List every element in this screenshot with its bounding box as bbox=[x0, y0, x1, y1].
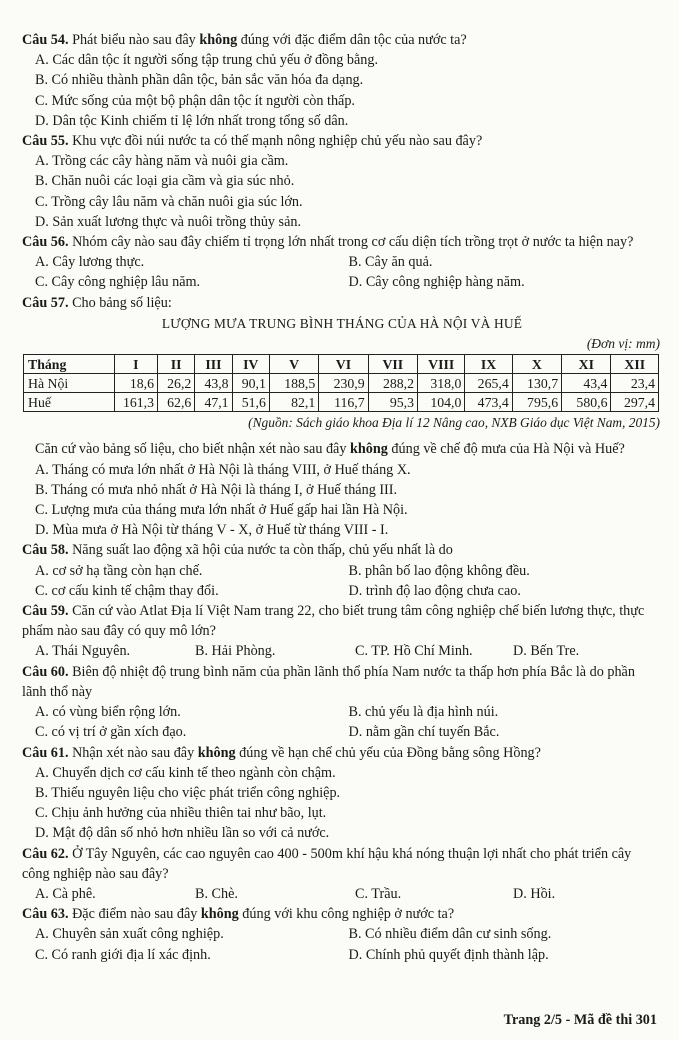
table-cell: 43,4 bbox=[562, 374, 611, 393]
table-cell: 62,6 bbox=[158, 393, 195, 412]
table-cell: 116,7 bbox=[319, 393, 368, 412]
table-cell: 230,9 bbox=[319, 374, 368, 393]
question-56-stem: Câu 56. Nhóm cây nào sau đây chiếm tỉ trọng lớn nhất trong cơ cấu diện tích trồng trọt ở nước ta hiện nay? bbox=[22, 234, 634, 251]
header-col-6: VI bbox=[319, 355, 368, 374]
question-60-options-row-2 bbox=[22, 722, 662, 742]
question-59-option-a: A. Thái Nguyên. bbox=[35, 643, 131, 660]
question-57-prompt: Căn cứ vào bảng số liệu, cho biết nhận xét nào sau đây không đúng về chế độ mưa của Hà Nội và Huế? bbox=[35, 441, 625, 458]
header-col-2: II bbox=[158, 355, 195, 374]
table-cell: 473,4 bbox=[465, 393, 512, 412]
question-59-stem: Câu 59. Căn cứ vào Atlat Địa lí Việt Nam trang 22, cho biết trung tâm công nghiệp chế biến lương thực, thực phẩm nào sau đây có quy mô lớn? bbox=[22, 603, 645, 640]
question-59-option-c: C. TP. Hồ Chí Minh. bbox=[355, 643, 473, 660]
question-59-option-b: B. Hải Phòng. bbox=[195, 643, 276, 660]
table-cell: 297,4 bbox=[611, 393, 659, 412]
table-cell: 95,3 bbox=[368, 393, 417, 412]
table-cell: 795,6 bbox=[512, 393, 561, 412]
question-62-option-d: D. Hồi. bbox=[513, 885, 556, 902]
question-56-option-c: C. Cây công nghiệp lâu năm. bbox=[35, 274, 201, 291]
question-62-option-c: C. Trầu. bbox=[355, 885, 402, 902]
header-col-8: VIII bbox=[418, 355, 465, 374]
question-62-options bbox=[22, 884, 662, 904]
table-cell: 104,0 bbox=[418, 393, 465, 412]
rainfall-table bbox=[23, 354, 659, 412]
question-62-stem: Câu 62. Ở Tây Nguyên, các cao nguyên cao 400 - 500m khí hậu khá nóng thuận lợi nhất cho phát triển cây công nghiệp nào sau đây? bbox=[22, 845, 632, 882]
table-cell: 90,1 bbox=[232, 374, 269, 393]
question-58-option-d: D. trình độ lao động chưa cao. bbox=[348, 582, 521, 599]
table-cell: 130,7 bbox=[512, 374, 561, 393]
table-cell: 161,3 bbox=[114, 393, 157, 412]
table-cell: 47,1 bbox=[195, 393, 232, 412]
header-col-10: X bbox=[512, 355, 561, 374]
table-cell: 188,5 bbox=[269, 374, 318, 393]
question-54-option-b: B. Có nhiều thành phần dân tộc, bản sắc văn hóa đa dạng. bbox=[35, 72, 364, 89]
question-60-options-row-1 bbox=[22, 702, 662, 722]
question-57-option-d: D. Mùa mưa ở Hà Nội từ tháng V - X, ở Huế từ tháng VIII - I. bbox=[35, 522, 389, 539]
table-title: LƯỢNG MƯA TRUNG BÌNH THÁNG CỦA HÀ NỘI VÀ HUẾ bbox=[161, 315, 523, 331]
question-61-option-b: B. Thiếu nguyên liệu cho việc phát triển công nghiệp. bbox=[35, 784, 341, 801]
table-row-hue bbox=[24, 393, 659, 412]
header-col-12: XII bbox=[611, 355, 659, 374]
question-58-option-a: A. cơ sở hạ tầng còn hạn chế. bbox=[35, 562, 203, 579]
question-60-stem: Câu 60. Biên độ nhiệt độ trung bình năm của phần lãnh thổ phía Nam nước ta thấp hơn phía Bắc là do phần lãnh thổ này bbox=[22, 663, 635, 700]
header-col-7: VII bbox=[368, 355, 417, 374]
question-58-option-b: B. phân bố lao động không đều. bbox=[348, 562, 530, 579]
question-55-option-d: D. Sản xuất lương thực và nuôi trồng thủy sản. bbox=[35, 213, 302, 230]
table-cell: 23,4 bbox=[611, 374, 659, 393]
question-54-stem: Câu 54. Phát biểu nào sau đây không đúng với đặc điểm dân tộc của nước ta? bbox=[22, 32, 467, 48]
question-61-stem: Câu 61. Nhận xét nào sau đây không đúng về hạn chế chủ yếu của Đồng bằng sông Hồng? bbox=[22, 744, 541, 761]
question-60 bbox=[22, 662, 662, 743]
header-month: Tháng bbox=[24, 355, 115, 374]
question-54-option-a: A. Các dân tộc ít người sống tập trung chủ yếu ở đồng bằng. bbox=[35, 52, 379, 69]
table-cell: 265,4 bbox=[465, 374, 512, 393]
question-56-option-a: A. Cây lương thực. bbox=[35, 254, 145, 271]
question-62 bbox=[22, 844, 662, 905]
table-source: (Nguồn: Sách giáo khoa Địa lí 12 Nâng cao, NXB Giáo dục Việt Nam, 2015) bbox=[248, 415, 660, 431]
question-62-option-a: A. Cà phê. bbox=[35, 885, 96, 902]
question-63-options-row-2 bbox=[22, 945, 662, 965]
table-unit: (Đơn vị: mm) bbox=[586, 336, 660, 352]
question-63-option-a: A. Chuyên sản xuất công nghiệp. bbox=[35, 926, 224, 943]
question-59 bbox=[22, 601, 662, 662]
question-59-options bbox=[22, 641, 662, 661]
header-col-11: XI bbox=[562, 355, 611, 374]
question-63-stem: Câu 63. Đặc điểm nào sau đây không đúng với khu công nghiệp ở nước ta? bbox=[22, 906, 455, 923]
question-58-options-row-2 bbox=[22, 581, 662, 601]
question-57-option-c: C. Lượng mưa của tháng mưa lớn nhất ở Huế gấp hai lần Hà Nội. bbox=[35, 502, 408, 519]
question-54-option-c: C. Mức sống của một bộ phận dân tộc ít người còn thấp. bbox=[35, 92, 355, 109]
table-cell: 43,8 bbox=[195, 374, 232, 393]
question-63-option-b: B. Có nhiều điểm dân cư sinh sống. bbox=[348, 926, 552, 943]
question-61-option-d: D. Mật độ dân số nhỏ hơn nhiều lần so với cả nước. bbox=[35, 825, 330, 842]
row-label: Huế bbox=[24, 393, 115, 412]
question-55-option-b: B. Chăn nuôi các loại gia cầm và gia súc nhỏ. bbox=[35, 173, 295, 190]
question-58 bbox=[22, 540, 662, 601]
question-57 bbox=[22, 293, 662, 541]
table-cell: 18,6 bbox=[114, 374, 157, 393]
question-55-option-c: C. Trồng cây lâu năm và chăn nuôi gia súc lớn. bbox=[35, 193, 303, 210]
table-cell: 26,2 bbox=[158, 374, 195, 393]
table-cell: 82,1 bbox=[269, 393, 318, 412]
question-56-options-row-2 bbox=[22, 272, 662, 292]
question-56-options-row-1 bbox=[22, 252, 662, 272]
question-57-option-b: B. Tháng có mưa nhỏ nhất ở Hà Nội là tháng I, ở Huế tháng III. bbox=[35, 481, 398, 498]
question-58-option-c: C. cơ cấu kinh tế chậm thay đổi. bbox=[35, 582, 219, 599]
question-63-options-row-1 bbox=[22, 924, 662, 944]
question-54-option-d: D. Dân tộc Kinh chiếm tỉ lệ lớn nhất trong tổng số dân. bbox=[35, 112, 349, 129]
question-63 bbox=[22, 904, 662, 965]
question-61 bbox=[22, 743, 662, 844]
row-label: Hà Nội bbox=[24, 374, 115, 393]
question-58-stem: Câu 58. Năng suất lao động xã hội của nước ta còn thấp, chủ yếu nhất là do bbox=[22, 542, 453, 559]
header-col-9: IX bbox=[465, 355, 512, 374]
table-cell: 288,2 bbox=[368, 374, 417, 393]
table-header-row bbox=[24, 355, 659, 374]
question-63-option-c: C. Có ranh giới địa lí xác định. bbox=[35, 946, 211, 963]
table-cell: 580,6 bbox=[562, 393, 611, 412]
page-footer: Trang 2/5 - Mã đề thi 301 bbox=[503, 1012, 657, 1028]
question-62-option-b: B. Chè. bbox=[195, 885, 238, 902]
question-61-option-c: C. Chịu ảnh hưởng của nhiều thiên tai như bão, lụt. bbox=[35, 805, 327, 822]
question-55 bbox=[22, 131, 662, 232]
question-54 bbox=[22, 30, 662, 131]
header-col-1: I bbox=[114, 355, 157, 374]
question-63-option-d: D. Chính phủ quyết định thành lập. bbox=[348, 946, 549, 963]
header-col-4: IV bbox=[232, 355, 269, 374]
question-60-option-d: D. nằm gần chí tuyến Bắc. bbox=[348, 724, 500, 741]
table-row-hanoi bbox=[24, 374, 659, 393]
question-57-stem: Câu 57. Cho bảng số liệu: bbox=[22, 294, 172, 311]
header-col-5: V bbox=[269, 355, 318, 374]
question-57-option-a: A. Tháng có mưa lớn nhất ở Hà Nội là tháng VIII, ở Huế tháng X. bbox=[35, 461, 411, 478]
question-60-option-b: B. chủ yếu là địa hình núi. bbox=[348, 704, 499, 721]
table-cell: 318,0 bbox=[418, 374, 465, 393]
question-56 bbox=[22, 232, 662, 293]
question-55-stem: Câu 55. Khu vực đồi núi nước ta có thế mạnh nông nghiệp chủ yếu nào sau đây? bbox=[22, 133, 483, 150]
exam-content bbox=[22, 30, 662, 965]
question-60-option-c: C. có vị trí ở gần xích đạo. bbox=[35, 724, 187, 741]
question-58-options-row-1 bbox=[22, 561, 662, 581]
question-60-option-a: A. có vùng biển rộng lớn. bbox=[35, 704, 181, 721]
table-cell: 51,6 bbox=[232, 393, 269, 412]
question-59-option-d: D. Bến Tre. bbox=[513, 643, 580, 660]
header-col-3: III bbox=[195, 355, 232, 374]
question-61-option-a: A. Chuyển dịch cơ cấu kinh tế theo ngành còn chậm. bbox=[35, 764, 336, 781]
question-55-option-a: A. Trồng các cây hàng năm và nuôi gia cầm. bbox=[35, 153, 289, 170]
question-56-option-d: D. Cây công nghiệp hàng năm. bbox=[348, 274, 525, 291]
question-56-option-b: B. Cây ăn quả. bbox=[348, 254, 433, 271]
